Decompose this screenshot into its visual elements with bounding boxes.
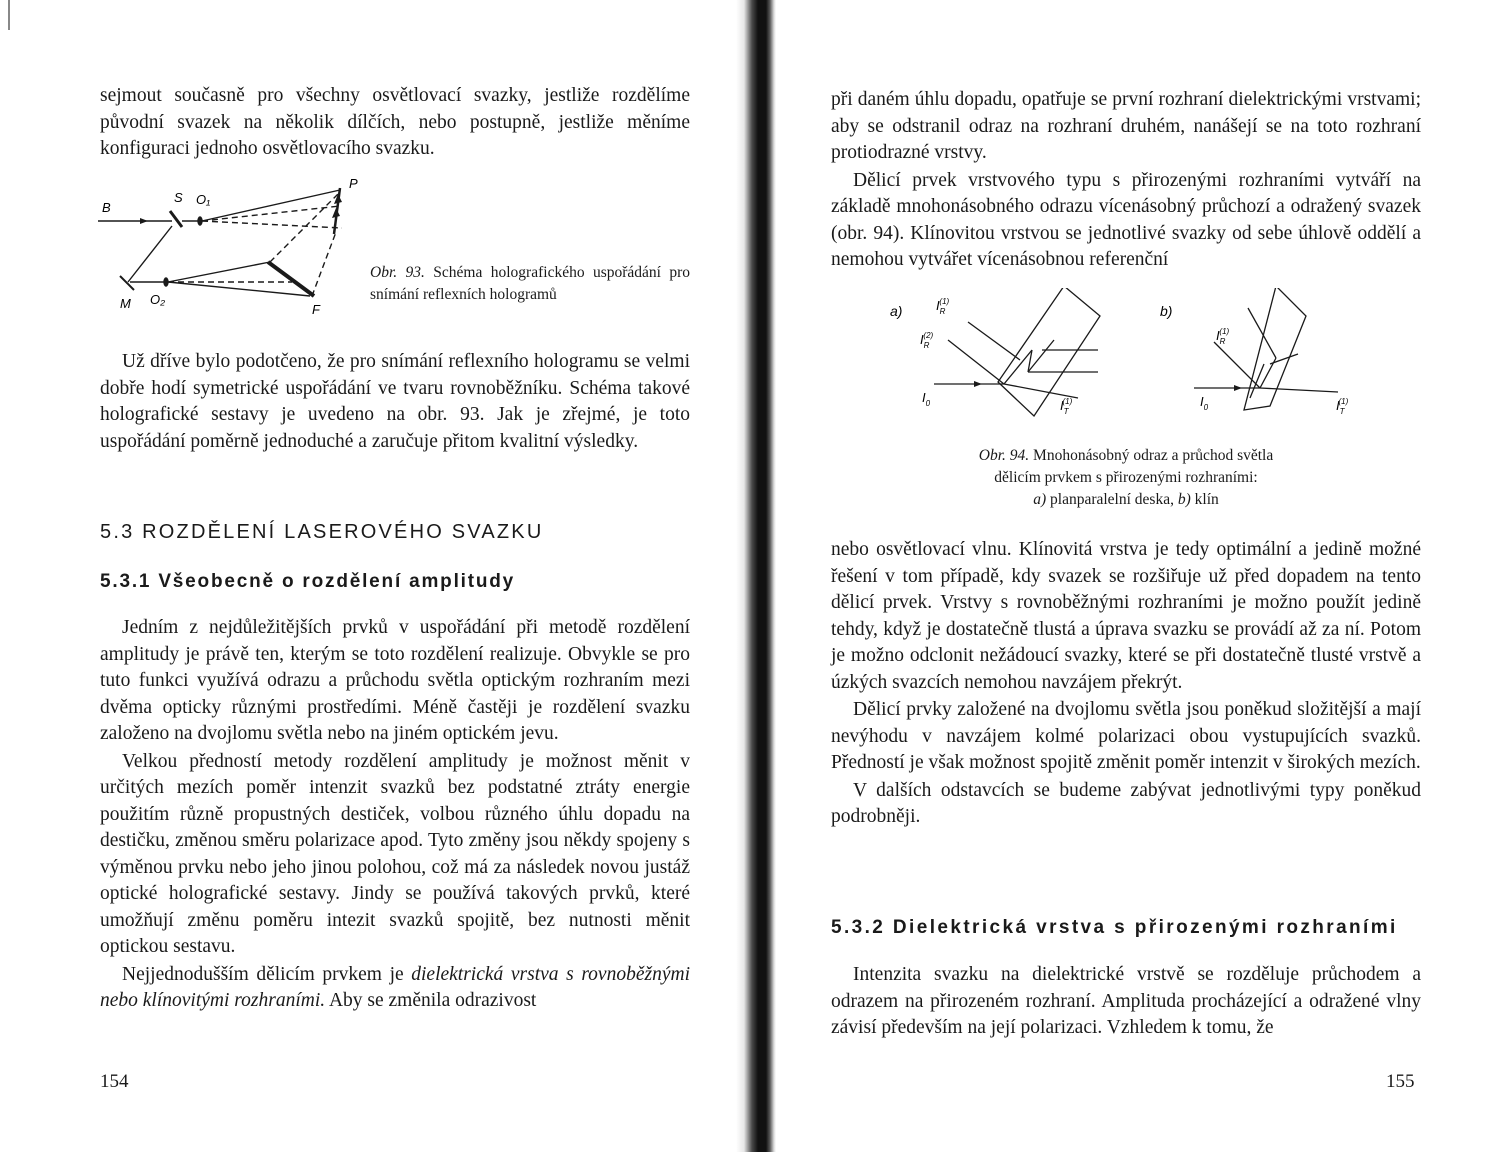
right-final-paragraph: Intenzita svazku na dielektrické vrstvě se rozděluje průchodem a odrazem na přirozeném rozhraní. Amplituda procházející a odražené vlny závisí především na její polarizaci. Vzhledem k tomu, že <box>831 964 1421 1038</box>
right-body-paragraph-1: nebo osvětlovací vlnu. Klínovitá vrstva je tedy optimální a jedině možné řešení v tom případě, kdy svazek se rozšiřuje už před dopadem na tento dělicí prvek. Vrstvy s rovnoběžnými rozhraními je možno použít jedině tehdy, když je dostatečně tlustá a úprava svazku se provádí až za ní. Potom je možno odclonit nežádoucí svazky, které se při dostatečně tlusté vrstvě a úzkých svazcích nemohou navzájem překrýt. <box>831 539 1421 693</box>
label-p: P <box>349 178 358 191</box>
last-para-end: Aby se změnila odrazivost <box>325 990 537 1011</box>
last-para-start: Nejjednodušším dělicím prvkem je <box>122 963 412 985</box>
diagram-b <box>1194 288 1338 410</box>
left-page <box>0 0 740 1152</box>
figure-94-caption-line-2: dělicím prvkem s přirozenými rozhraními: <box>994 469 1258 486</box>
right-intro-paragraph-1: při daném úhlu dopadu, opatřuje se první rozhraní dielektrickými vrstvami; aby se odstranil odraz na rozhraní druhém, nanášejí se na toto rozhraní protiodrazné vrstvy. <box>831 89 1421 163</box>
label-b: B <box>102 200 111 215</box>
figure-94-caption-line-1: Obr. 94. Mnohonásobný odraz a průchod světla <box>978 447 1274 464</box>
book-gutter <box>736 0 776 1152</box>
label-o1: O₁ <box>196 192 211 207</box>
label-b-diagram: b) <box>1160 303 1173 319</box>
figure-93-caption-text: Schéma holografického uspořádání pro snímání reflexních hologramů <box>370 264 691 303</box>
label-m: M <box>120 296 131 311</box>
figure-93-caption <box>370 262 690 306</box>
subsection-title-531: 5.3.1 Všeobecně o rozdělení amplitudy <box>100 571 516 592</box>
right-body-paragraph-3: V dalších odstavcích se budeme zabývat jednotlivými typy poněkud podrobněji. <box>831 779 1421 827</box>
section-title: 5.3 ROZDĚLENÍ LASEROVÉHO SVAZKU <box>100 521 544 543</box>
diagram-a <box>934 288 1100 416</box>
label-o2: O₂ <box>150 292 166 307</box>
label-ir2-a: $I_R(2)$ <box>920 331 934 350</box>
figure-93-holographic-setup <box>92 178 372 318</box>
page-number-left: 154 <box>100 1071 129 1092</box>
left-paragraph-2-text: Už dříve bylo podotčeno, že pro snímání reflexního hologramu se velmi dobře hodí symetrické uspořádání ve tvaru rovnoběžníku. Schéma takové holografické sestavy je uvedeno na obr. 93. Jak je zřejmé, je toto uspořádání poměrně jednoduché a zaručuje přitom kvalitní výsledky. <box>100 351 690 452</box>
left-body-paragraph-3 <box>100 962 690 1015</box>
last-para-italic: dielektrická vrstva s rovnoběžnými nebo klínovitými rozhraními. <box>100 963 690 1011</box>
left-body-text <box>100 615 690 1015</box>
label-s: S <box>174 190 183 205</box>
label-ir1-b: $I_R(1)$ <box>1216 327 1230 346</box>
label-ir1-a: $I_R(1)$ <box>936 297 950 316</box>
right-body-paragraph-2: Dělicí prvky založené na dvojlomu světla jsou poněkud složitější a mají nevýhodu v navzájem kolmé polarizaci obou vystupujících svazků. Předností je však možnost spojitě změnit poměr intenzit v širokých mezích. <box>831 699 1421 773</box>
label-i0-b: $I_0$ <box>1200 394 1209 412</box>
wedge-outline <box>1244 288 1306 410</box>
left-intro-paragraph: sejmout současně pro všechny osvětlovací svazky, jestliže rozdělíme původní svazek na několik dílčích, nebo postupně, jestliže měníme konfiguraci jednoho osvětlovacího svazku. <box>100 85 690 159</box>
beam-splitter <box>170 211 182 227</box>
right-final-text <box>831 962 1421 1042</box>
left-body-paragraph-1: Jedním z nejdůležitějších prvků v uspořádání při metodě rozdělení amplitudy je právě ten, kterým se toto rozdělení realizuje. Obvykle se pro tuto funkci využívá odrazu a průchodu světla optickým rozhraním mezi dvěma opticky různými prostředími. Méně častěji je rozdělení svazku založeno na dvojlomu světla nebo na jiném optickém jevu. <box>100 617 690 744</box>
figure-94-caption-line-3: a) planparalelní deska, b) klín <box>1033 491 1219 508</box>
label-f: F <box>312 302 320 317</box>
right-body-text <box>831 537 1421 831</box>
label-a: a) <box>890 303 903 319</box>
label-it-b: $I_T(1)$ <box>1336 397 1349 416</box>
page-number-right: 155 <box>1386 1071 1415 1092</box>
figure-94-caption <box>831 445 1421 511</box>
right-page <box>776 0 1506 1152</box>
left-intro-text <box>100 83 690 163</box>
subsection-title-532: 5.3.2 Dielektrická vrstva s přirozenými rozhraními <box>831 917 1398 938</box>
left-body-paragraph-2: Velkou předností metody rozdělení amplitudy je možnost měnit v určitých mezích poměr intenzit svazků bez podstatné ztráty energie použitím různě propustných destiček, volbou různého úhlu dopadu na destičku, změnou směru polarizace apod. Tyto změny jsou někdy spojeny s výměnou prvku nebo jeho jinou polohou, což má za následek novou justáž optické holografické sestavy. Jindy se používá takových prvků, které umožňují změnu poměru intezit svazků spojitě, bez nutnosti měnit optickou sestavu. <box>100 750 690 957</box>
figure-93-caption-label: Obr. 93. <box>370 264 425 281</box>
right-intro-paragraph-2: Dělicí prvek vrstvového typu s přirozenými rozhraními vytváří na základě mnohonásobného odrazu vícenásobný průchozí a odražený svazek (obr. 94). Klínovitou vrstvou se jednotlivé svazky od sebe úhlově oddělí a nemohou vytvářet vícenásobnou referenční <box>831 169 1421 270</box>
figure-94-beam-splitter-diagrams <box>888 288 1398 428</box>
label-it-a: $I_T(1)$ <box>1060 397 1073 416</box>
plate-outline <box>998 288 1100 416</box>
label-i0-a: $I_0$ <box>922 390 931 408</box>
left-paragraph-2 <box>100 349 690 455</box>
right-intro-text <box>831 87 1421 274</box>
